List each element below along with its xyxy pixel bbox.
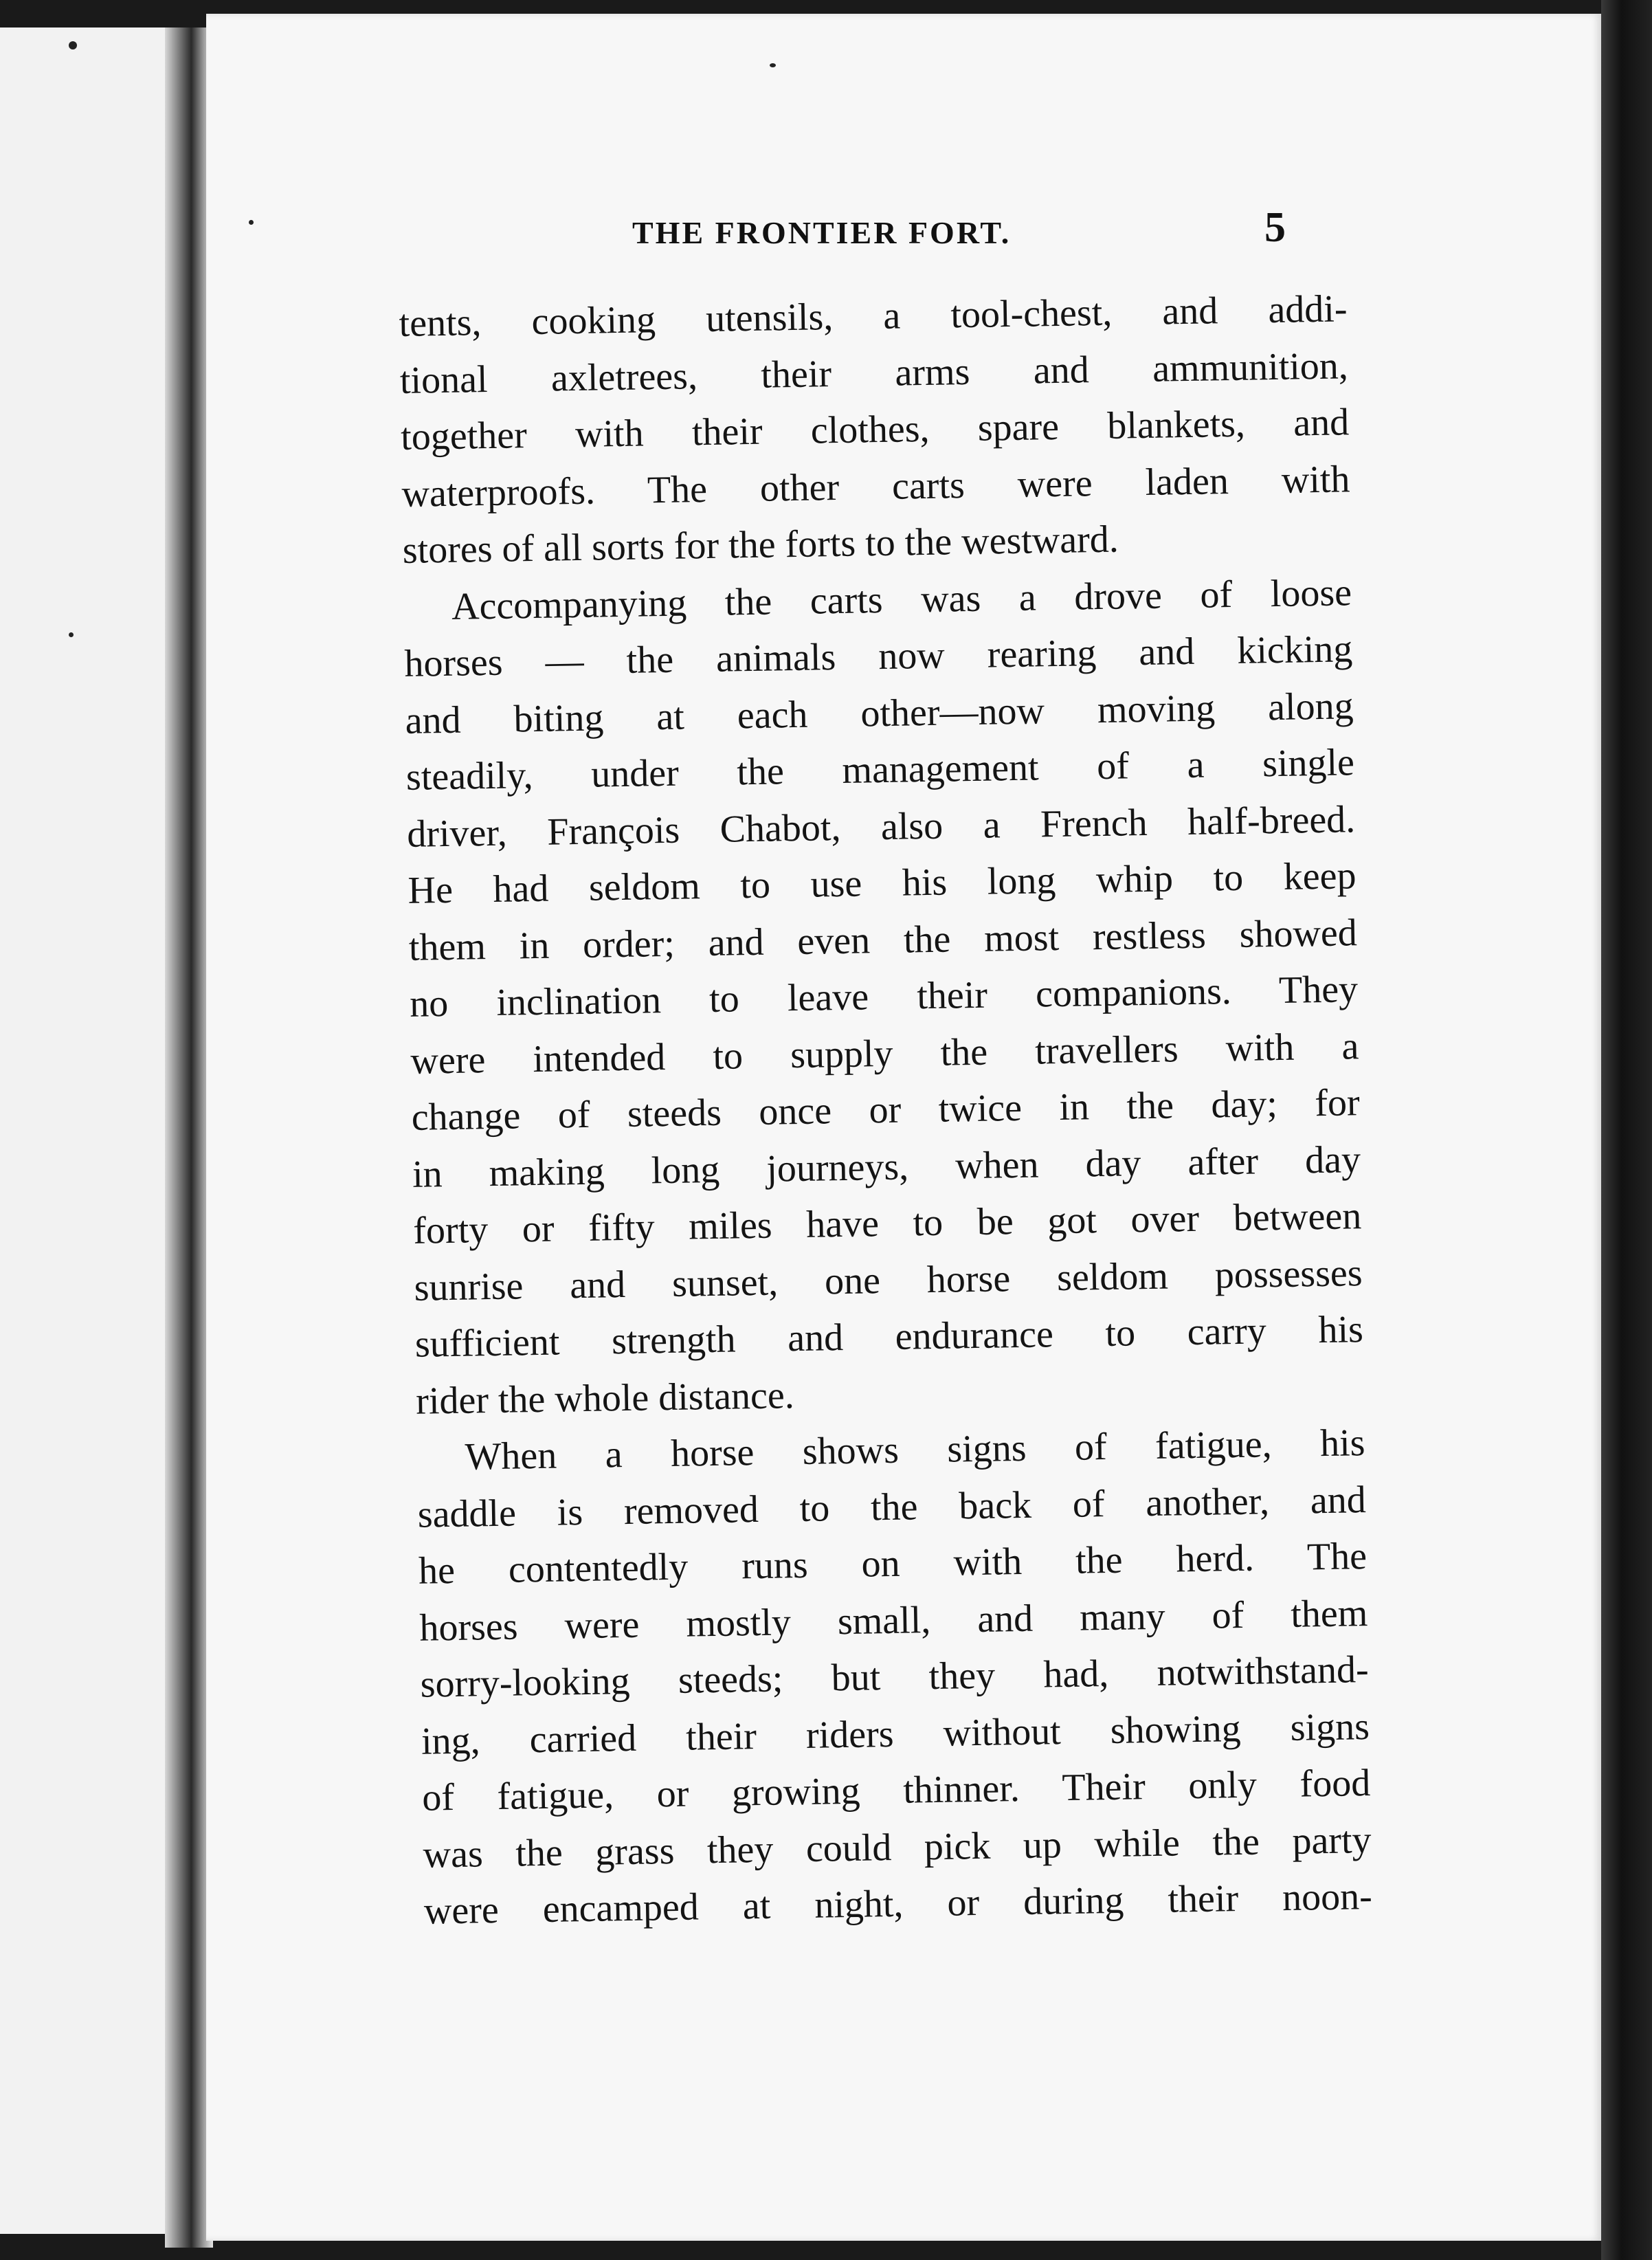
running-head: THE FRONTIER FORT. — [632, 215, 1012, 250]
text-line: together with their clothes, spare blankets, and — [400, 401, 1350, 458]
text-line: sorry-looking steeds; but they had, notwithstand- — [420, 1648, 1370, 1706]
text-line: driver, François Chabot, also a French half-breed. — [406, 797, 1356, 856]
text-line: sunrise and sunset, one horse seldom possesses — [414, 1251, 1363, 1309]
scan-border — [1601, 0, 1652, 2260]
text-line: them in order; and even the most restless showed — [408, 911, 1358, 969]
text-line: Accompanying the carts was a drove of loose — [451, 570, 1352, 628]
text-line: and biting at each other—now moving along — [405, 684, 1354, 742]
text-line: ing, carried their riders without showing signs — [421, 1705, 1370, 1763]
text-line: horses — the animals now rearing and kicking — [403, 628, 1353, 685]
text-line: no inclination to leave their companions. They — [409, 968, 1359, 1026]
text-line: were encamped at night, or during their noon- — [423, 1875, 1373, 1933]
scan-speck — [69, 632, 74, 637]
text-line: of fatigue, or growing thinner. Their only food — [421, 1762, 1371, 1819]
scan-speck — [770, 63, 776, 67]
body-text — [399, 280, 1372, 1940]
text-line: were intended to supply the travellers with a — [410, 1024, 1359, 1083]
text-line: tional axletrees, their arms and ammunition, — [399, 344, 1349, 402]
text-line: When a horse shows signs of fatigue, his — [465, 1421, 1365, 1478]
text-line: forty or fifty miles have to be got over between — [412, 1195, 1362, 1252]
text-line: he contentedly runs on with the herd. The — [418, 1535, 1368, 1593]
scan-speck — [249, 220, 254, 225]
text-line: tents, cooking utensils, a tool-chest, and addi- — [399, 287, 1348, 345]
text-line: in making long journeys, when day after day — [412, 1138, 1361, 1196]
text-line: saddle is removed to the back of another, and — [417, 1478, 1367, 1536]
facing-page-edge — [0, 27, 172, 2234]
text-line: rider the whole distance. — [415, 1373, 795, 1423]
text-line: change of steeds once or twice in the day; for — [411, 1081, 1361, 1139]
scan-speck — [69, 41, 77, 49]
text-line: stores of all sorts for the forts to the westward. — [402, 518, 1119, 572]
text-line: was the grass they could pick up while the party — [423, 1818, 1372, 1876]
page-number: 5 — [1264, 204, 1286, 251]
text-line: waterproofs. The other carts were laden with — [401, 457, 1350, 516]
text-line: horses were mostly small, and many of them — [418, 1591, 1368, 1650]
text-line: steadily, under the management of a single — [405, 741, 1355, 799]
text-line: sufficient strength and endurance to carry his — [414, 1308, 1364, 1366]
text-line: He had seldom to use his long whip to keep — [408, 854, 1357, 912]
